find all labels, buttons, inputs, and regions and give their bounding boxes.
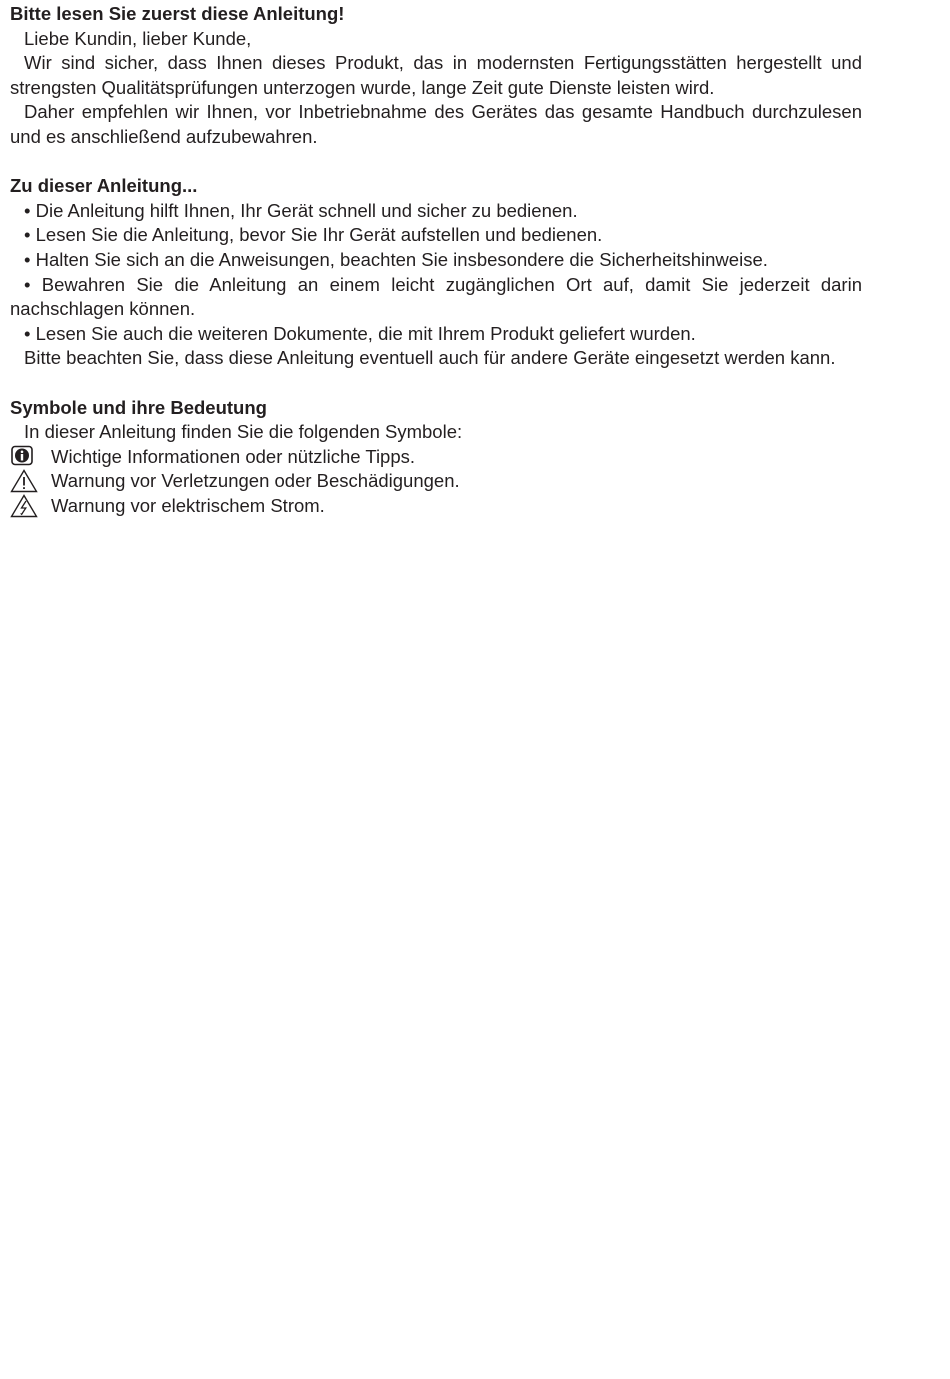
bullet-item: • Halten Sie sich an die Anweisungen, beachten Sie insbesondere die Sicherheitshinweise. bbox=[24, 248, 768, 270]
symbols-intro: In dieser Anleitung finden Sie die folgenden Symbole: bbox=[24, 421, 463, 443]
symbols-title: Symbole und ihre Bedeutung bbox=[10, 396, 267, 418]
spacer bbox=[10, 371, 862, 396]
warning-icon bbox=[10, 469, 38, 493]
about-title: Zu dieser Anleitung... bbox=[10, 175, 198, 197]
about-note: Bitte beachten Sie, dass diese Anleitung eventuell auch für andere Geräte eingesetzt werden kann. bbox=[24, 347, 836, 369]
bullet-item: • Lesen Sie auch die weiteren Dokumente, die mit Ihrem Produkt geliefert wurden. bbox=[24, 322, 696, 344]
symbol-info-text: Wichtige Informationen oder nützliche Tipps. bbox=[51, 445, 416, 467]
bullet-item: • Die Anleitung hilft Ihnen, Ihr Gerät schnell und sicher zu bedienen. bbox=[24, 199, 578, 221]
salutation: Liebe Kundin, lieber Kunde, bbox=[24, 27, 252, 49]
instruction-page bbox=[10, 2, 862, 518]
intro-paragraph-2: Daher empfehlen wir Ihnen, vor Inbetriebnahme des Gerätes das gesamte Handbuch durchzulesen und es anschließend aufzubewahren. bbox=[10, 101, 862, 147]
symbol-row-info bbox=[10, 445, 862, 470]
info-icon bbox=[10, 445, 38, 469]
bullet-item: • Bewahren Sie die Anleitung an einem leicht zugänglichen Ort auf, damit Sie jederzeit darin nachschlagen können. bbox=[10, 273, 862, 320]
intro-paragraph-1: Wir sind sicher, dass Ihnen dieses Produkt, das in modernsten Fertigungsstätten hergestellt und strengsten Qualitätsprüfungen unterzogen wurde, lange Zeit gute Dienste leisten wird. bbox=[10, 52, 862, 98]
symbol-warning-text: Warnung vor Verletzungen oder Beschädigungen. bbox=[51, 470, 460, 492]
symbol-row-electric bbox=[10, 494, 862, 519]
electric-warning-icon bbox=[10, 494, 38, 518]
symbol-electric-text: Warnung vor elektrischem Strom. bbox=[51, 494, 325, 516]
intro-title: Bitte lesen Sie zuerst diese Anleitung! bbox=[10, 3, 345, 24]
symbol-row-warning bbox=[10, 469, 862, 494]
bullet-item: • Lesen Sie die Anleitung, bevor Sie Ihr Gerät aufstellen und bedienen. bbox=[24, 224, 603, 246]
spacer bbox=[10, 150, 862, 175]
